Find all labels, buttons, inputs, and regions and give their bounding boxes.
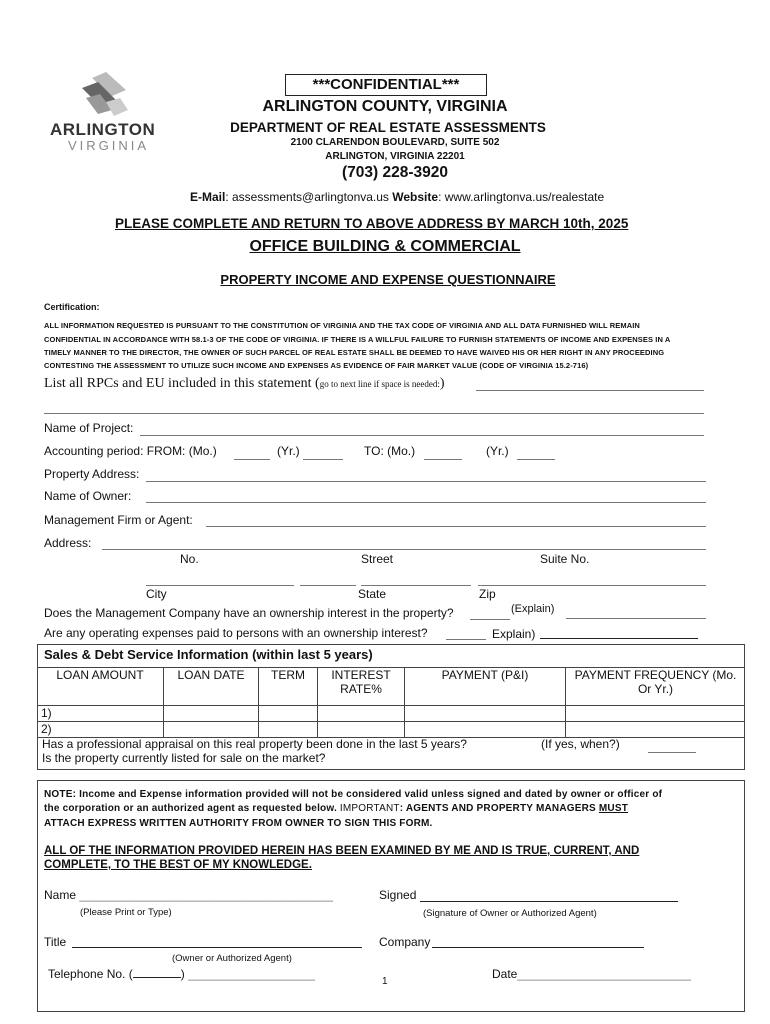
explain-input-2[interactable] — [540, 638, 698, 639]
confidential-banner — [285, 74, 487, 96]
explain-label-1: (Explain) — [511, 603, 555, 615]
op-expenses-answer[interactable] — [446, 639, 486, 640]
property-address-input[interactable] — [146, 481, 706, 482]
signature-caption: (Signature of Owner or Authorized Agent) — [423, 908, 597, 919]
loan-row-1-frequency[interactable] — [566, 706, 746, 722]
sales-debt-title: Sales & Debt Service Information (within last 5 years) — [44, 647, 373, 662]
col-term: TERM — [259, 668, 318, 706]
date-blank[interactable]: __________________________ — [517, 967, 691, 981]
owner-input[interactable] — [146, 502, 706, 503]
email-value[interactable]: : assessments@arlingtonva.us — [225, 190, 393, 204]
website-value[interactable]: : www.arlingtonva.us/realestate — [438, 190, 605, 204]
company-label: Company — [379, 935, 431, 949]
city-input[interactable] — [146, 585, 294, 586]
address-street-caption: Street — [361, 552, 394, 566]
appraisal-when-label: (If yes, when?) — [541, 737, 620, 751]
area-code-blank[interactable] — [133, 967, 181, 978]
company-input[interactable] — [432, 947, 644, 948]
address-input[interactable] — [102, 549, 706, 550]
department-title: DEPARTMENT OF REAL ESTATE ASSESSMENTS — [230, 120, 546, 135]
accounting-from-year-input[interactable] — [303, 459, 343, 460]
accounting-to-label: TO: (Mo.) — [364, 444, 416, 458]
loan-row-2-payment[interactable] — [405, 722, 566, 738]
col-payment-frequency: PAYMENT FREQUENCY (Mo. Or Yr.) — [566, 668, 746, 706]
mgmt-label: Management Firm or Agent: — [44, 513, 193, 527]
owner-label: Name of Owner: — [44, 489, 132, 503]
zip-input[interactable] — [361, 585, 471, 586]
confidential-text: ***CONFIDENTIAL*** — [312, 76, 460, 93]
name-field[interactable] — [44, 888, 333, 902]
property-address-label: Property Address: — [44, 467, 140, 481]
logo-word: ARLINGTON — [50, 120, 156, 139]
name-blank[interactable]: ______________________________________ — [79, 888, 333, 902]
note-line-3: ATTACH EXPRESS WRITTEN AUTHORITY FROM OWNER TO SIGN THIS FORM. — [44, 818, 433, 829]
rpc-label: List all RPCs and EU included in this statement (go to next line if space is needed:) — [44, 376, 445, 391]
accounting-from-year-label: (Yr.) — [277, 444, 300, 458]
loan-row-1-term[interactable] — [259, 706, 318, 722]
mgmt-input[interactable] — [206, 526, 706, 527]
explain-input-1[interactable] — [566, 618, 706, 619]
attest-line-1: ALL OF THE INFORMATION PROVIDED HEREIN HAS BEEN EXAMINED BY ME AND IS TRUE, CURRENT, AND — [44, 845, 640, 857]
state-input[interactable] — [300, 585, 356, 586]
mgmt-interest-question: Does the Management Company have an ownership interest in the property? — [44, 606, 454, 620]
signature-input[interactable] — [420, 901, 678, 902]
zip-input-2[interactable] — [478, 585, 706, 586]
address-suite-caption: Suite No. — [540, 552, 590, 566]
project-label: Name of Project: — [44, 421, 134, 435]
zip-caption: Zip — [479, 587, 496, 601]
address-label: Address: — [44, 536, 92, 550]
op-expenses-question: Are any operating expenses paid to persons with an ownership interest? — [44, 626, 428, 640]
certification-line-1: ALL INFORMATION REQUESTED IS PURSUANT TO THE CONSTITUTION OF VIRGINIA AND THE TAX CODE OF VIRGINIA AND ALL DATA FURNISHED WILL REMAIN — [44, 321, 640, 330]
loan-table — [37, 667, 745, 738]
accounting-from-label: Accounting period: FROM: (Mo.) — [44, 444, 217, 458]
loan-row-2-rate[interactable] — [318, 722, 405, 738]
address-no-caption: No. — [180, 552, 199, 566]
explain-label-2: Explain) — [492, 627, 536, 641]
loan-row-1-payment[interactable] — [405, 706, 566, 722]
contact-line — [190, 190, 604, 204]
accounting-to-year-input[interactable] — [517, 459, 555, 460]
owner-agent-caption: (Owner or Authorized Agent) — [172, 953, 292, 964]
date-label: Date — [492, 967, 518, 981]
city-caption: City — [146, 587, 167, 601]
loan-row[interactable] — [37, 706, 745, 722]
note-line-2: the corporation or an authorized agent as requested below. IMPORTANT: AGENTS AND PROPERTY MANAGERS MUST — [44, 803, 629, 814]
form-subtitle: PROPERTY INCOME AND EXPENSE QUESTIONNAIRE — [220, 272, 556, 287]
email-label: E-Mail — [190, 190, 226, 204]
note-line-1: NOTE: Income and Expense information provided will not be considered valid unless signed and dated by owner or officer of — [44, 789, 663, 800]
col-payment: PAYMENT (P&I) — [405, 668, 566, 706]
certification-line-3: TIMELY MANNER TO THE DIRECTOR, THE OWNER OF SUCH PARCEL OF REAL ESTATE SHALL BE DEEMED TO HAVE WAIVED HIS OR HER RIGHT IN ANY PROCEEDING — [44, 348, 665, 357]
telephone-field[interactable]: Telephone No. ( ) ___________________ — [48, 967, 315, 981]
signed-label: Signed — [379, 888, 417, 902]
appraisal-when-input[interactable] — [648, 752, 696, 753]
loan-table-header — [37, 668, 745, 706]
county-title: ARLINGTON COUNTY, VIRGINIA — [262, 98, 508, 115]
col-interest-rate: INTEREST RATE% — [318, 668, 405, 706]
loan-row-2-frequency[interactable] — [566, 722, 746, 738]
title-input[interactable] — [72, 947, 362, 948]
name-label: Name — [44, 888, 77, 902]
certification-line-2: CONFIDENTIAL IN ACCORDANCE WITH 58.1-3 OF THE CODE OF VIRGINIA. IF THERE IS A WILLFUL FAILURE TO FURNISH STATEMENTS OF INCOME AND EXPENSES IN A — [44, 335, 671, 344]
listed-question: Is the property currently listed for sale on the market? — [42, 751, 326, 765]
loan-row-1-label: 1) — [37, 706, 164, 722]
rpc-input-line-2[interactable] — [44, 413, 704, 414]
project-input[interactable] — [140, 435, 704, 436]
rpc-input-line-1[interactable] — [476, 390, 704, 391]
telephone-blank[interactable]: ___________________ — [188, 967, 315, 981]
col-loan-date: LOAN DATE — [164, 668, 259, 706]
attest-line-2: COMPLETE, TO THE BEST OF MY KNOWLEDGE. — [44, 859, 312, 871]
form-main-title: OFFICE BUILDING & COMMERCIAL — [249, 238, 521, 255]
website-label: Website — [392, 190, 439, 204]
phone-number: (703) 228-3920 — [342, 164, 448, 181]
address-line-1: 2100 CLARENDON BOULEVARD, SUITE 502 — [290, 137, 500, 148]
loan-row-2-term[interactable] — [259, 722, 318, 738]
col-loan-amount: LOAN AMOUNT — [37, 668, 164, 706]
address-line-2: ARLINGTON, VIRGINIA 22201 — [325, 151, 465, 162]
return-notice: PLEASE COMPLETE AND RETURN TO ABOVE ADDRESS BY MARCH 10th, 2025 — [115, 216, 629, 231]
accounting-from-month-input[interactable] — [234, 459, 270, 460]
title-label: Title — [44, 935, 67, 949]
appraisal-question: Has a professional appraisal on this real property been done in the last 5 years? — [42, 737, 467, 751]
accounting-to-year-label: (Yr.) — [486, 444, 509, 458]
telephone-label: Telephone No. ( — [48, 967, 133, 981]
certification-label: Certification: — [44, 302, 100, 312]
mgmt-interest-answer[interactable] — [470, 619, 510, 620]
state-caption: State — [358, 587, 387, 601]
loan-row-2-date[interactable] — [164, 722, 259, 738]
loan-row-1-rate[interactable] — [318, 706, 405, 722]
logo-sub: VIRGINIA — [68, 138, 150, 153]
certification-line-4: CONTESTING THE ASSESSMENT TO UTILIZE SUCH INCOME AND EXPENSES AS EVIDENCE OF FAIR MARKET VALUE (CODE OF VIRGINIA 15.2-716) — [44, 361, 589, 370]
print-type-caption: (Please Print or Type) — [80, 907, 172, 918]
loan-row[interactable] — [37, 722, 745, 738]
loan-row-1-date[interactable] — [164, 706, 259, 722]
page-number: 1 — [382, 976, 388, 987]
loan-row-2-label: 2) — [37, 722, 164, 738]
date-field[interactable] — [492, 967, 691, 981]
accounting-to-month-input[interactable] — [424, 459, 462, 460]
